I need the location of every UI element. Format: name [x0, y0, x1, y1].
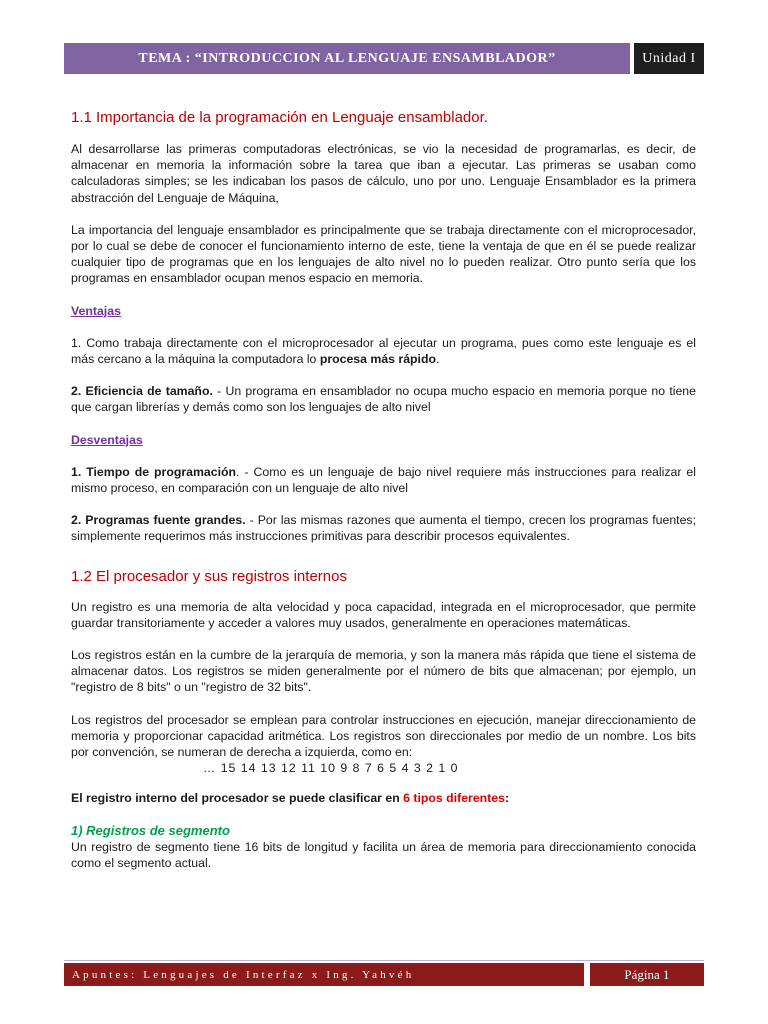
- desventaja-2-bold: 2. Programas fuente grandes.: [71, 513, 246, 528]
- paragraph: Un registro de segmento tiene 16 bits de longitud y facilita un área de memoria para direccionamiento conocida como el segmento actual.: [71, 839, 696, 871]
- clasificacion-end: :: [504, 791, 510, 806]
- paragraph: Los registros del procesador se emplean para controlar instrucciones en ejecución, manejar direccionamiento de memoria y proporcionar capacidad aritmética. Los registros son direccionales por medio de un nombre. Los bits por convención, se numeran de derecha a izquierda, como en:: [71, 712, 696, 760]
- desventaja-1-text: . - Como es un lenguaje de bajo nivel requiere más instrucciones para realizar el mismo proceso, en comparación con un lenguaje de alto nivel: [71, 464, 696, 496]
- header-unit: Unidad I: [634, 43, 704, 74]
- clasificacion-red: 6 tipos diferentes: [403, 791, 505, 806]
- page-header: [64, 43, 704, 74]
- section-1-title: 1.1 Importancia de la programación en Lenguaje ensamblador.: [71, 109, 488, 126]
- desventaja-1: [71, 464, 696, 496]
- desventajas-heading: Desventajas: [71, 432, 143, 447]
- ventaja-2-bold: 2. Eficiencia de tamaño.: [71, 384, 213, 399]
- paragraph: La importancia del lenguaje ensamblador es principalmente que se trabaja directamente con el microprocesador, por lo cual se debe de conocer el funcionamiento interno de este, tiene la ventaja de que en él se puede realizar cualquier tipo de programas que en los lenguajes de alto nivel no lo pueden realizar. Otro punto sería que los programas en ensamblador ocupan menos espacio en memoria.: [71, 222, 696, 286]
- section-2-title: 1.2 El procesador y sus registros internos: [71, 567, 347, 585]
- footer-divider: [64, 960, 704, 961]
- segment-registers-heading: 1) Registros de segmento: [71, 822, 230, 838]
- footer-notes: Apuntes: Lenguajes de Interfaz x Ing. Yahvéh: [64, 963, 584, 986]
- paragraph: Un registro es una memoria de alta velocidad y poca capacidad, integrada en el microprocesador, que permite guardar transitoriamente y acceder a valores muy usados, generalmente en operaciones matemáticas.: [71, 599, 696, 630]
- ventaja-2: [71, 383, 696, 415]
- clasificacion-text: El registro interno del procesador se puede clasificar en: [71, 791, 404, 806]
- header-topic: TEMA : “INTRODUCCION AL LENGUAJE ENSAMBLADOR”: [64, 43, 630, 74]
- document-body: [71, 108, 696, 887]
- page-footer: [64, 963, 704, 986]
- paragraph: Al desarrollarse las primeras computadoras electrónicas, se vio la necesidad de programarlas, es decir, de almacenar en memoria la información sobre la tarea que iban a ejecutar. Las primeras se usaban como calculadoras simples; se les indicaban los pasos de cálculo, uno por uno. Lenguaje Ensamblador es la primera abstracción del Lenguaje de Máquina,: [71, 142, 696, 205]
- ventajas-heading: Ventajas: [71, 303, 121, 318]
- ventaja-1: [71, 335, 696, 367]
- clasificacion-line: [71, 790, 696, 806]
- ventaja-1-bold: procesa más rápido: [319, 352, 436, 367]
- ventaja-2-text: - Un programa en ensamblador no ocupa mucho espacio en memoria porque no tiene que cargan librerías y demás como son los lenguajes de alto nivel: [71, 384, 696, 415]
- desventaja-2-text: - Por las mismas razones que aumenta el tiempo, crecen los programas fuentes; simplemente requerimos más instrucciones primitivas para describir procesos equivalentes.: [71, 513, 696, 544]
- page-number: Página 1: [590, 963, 704, 986]
- bit-numbering: … 15 14 13 12 11 10 9 8 7 6 5 4 3 2 1 0: [203, 761, 459, 776]
- desventaja-2: [71, 512, 696, 544]
- ventaja-1-end: .: [436, 352, 440, 367]
- ventaja-1-text: 1. Como trabaja directamente con el microprocesador al ejecutar un programa, pues como este lenguaje es el más cercano a la máquina la computadora lo: [71, 335, 696, 367]
- desventaja-1-bold: 1. Tiempo de programación: [71, 464, 237, 479]
- paragraph: Los registros están en la cumbre de la jerarquía de memoria, y son la manera más rápida que tiene el sistema de almacenar datos. Los registros se miden generalmente por el número de bits que almacenan; por ejemplo, un "registro de 8 bits" o un "registro de 32 bits".: [71, 648, 696, 695]
